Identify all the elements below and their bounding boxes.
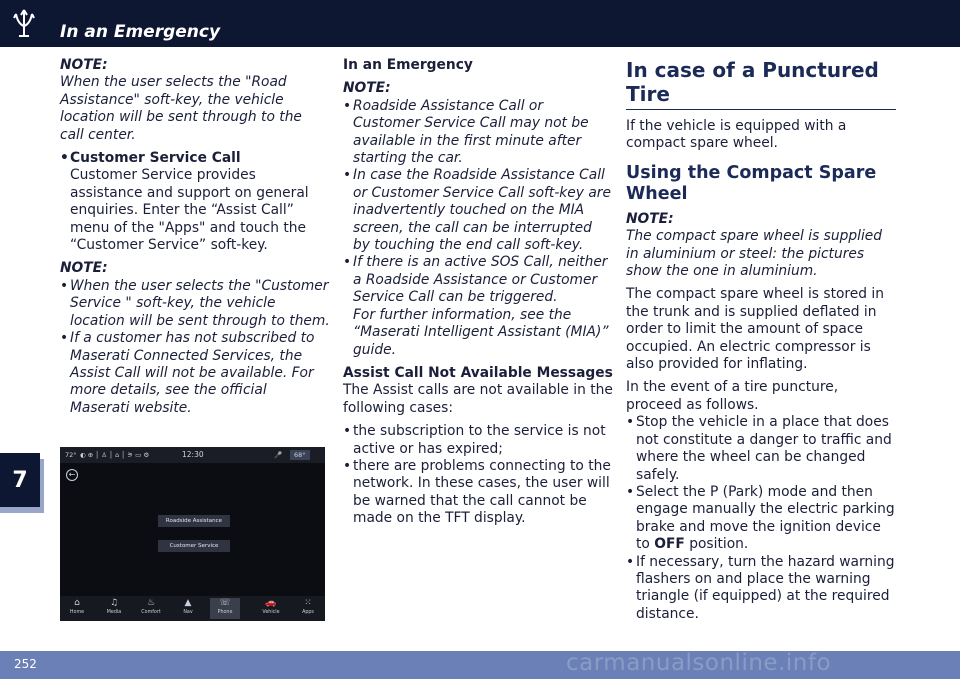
list-item: • there are problems connecting to the network. In these cases, the user will be warned that the call cannot be made on the TFT display.	[343, 458, 613, 528]
paragraph: In the event of a tire puncture, proceed as follows.	[626, 379, 839, 413]
section-title: In an Emergency	[60, 22, 221, 42]
customer-service-button[interactable]: Customer Service	[158, 540, 230, 552]
nav-vehicle[interactable]: 🚗 Vehicle	[256, 598, 286, 617]
chapter-tab: 7	[0, 453, 40, 507]
nav-comfort[interactable]: ♨ Comfort	[136, 598, 166, 617]
note-bullet: • If there is an active SOS Call, neither a Roadside Assistance or Customer Service Call can be triggered.	[343, 254, 613, 306]
music-icon: ♫	[109, 598, 119, 608]
list-item: • If necessary, turn the hazard warning flashers on and place the warning triangle (if equipped) at the required distance.	[626, 554, 896, 624]
nav-apps[interactable]: ⁙ Apps	[293, 598, 323, 617]
screen-time: 12:30	[182, 450, 204, 459]
assist-unavailable-heading: Assist Call Not Available Messages	[343, 364, 613, 381]
note-bullet: • If a customer has not subscribed to Maserati Connected Services, the Assist Call will not be available. For more details, see the official Maserati website.	[60, 330, 330, 417]
column-1	[60, 57, 330, 417]
subsection-heading: In an Emergency	[343, 57, 473, 73]
paragraph: The compact spare wheel is stored in the trunk and is supplied deflated in order to limit the amount of space occupied. An electric compressor is also provided for inflating.	[626, 286, 884, 373]
home-icon: ⌂	[74, 598, 80, 608]
nav-home[interactable]: ⌂ Home	[62, 598, 92, 617]
nav-media[interactable]: ♫ Media	[99, 598, 129, 617]
customer-service-text: Customer Service provides assistance and support on general enquiries. Enter the “Assist Call” menu of the "Apps" and touch the “Customer Service” soft-key.	[70, 167, 309, 254]
nav-nav[interactable]: ▲ Nav	[173, 598, 203, 617]
note-heading: NOTE:	[60, 260, 108, 277]
column-3	[626, 58, 896, 623]
status-icons: ◐ ⊕ │ ♙ │ ⌂ │ ⚞ ▭ ⚙	[80, 451, 150, 459]
note-further-info: For further information, see the “Maserati Intelligent Assistant (MIA)” guide.	[353, 306, 609, 358]
assist-unavailable-text: The Assist calls are not available in the following cases:	[343, 382, 613, 416]
page-title: In case of a Punctured Tire	[626, 58, 896, 110]
screen-nav-bar	[60, 596, 325, 621]
seat-icon: ♨	[146, 598, 156, 608]
note-text: The compact spare wheel is supplied in aluminium or steel: the pictures show the one in aluminium.	[626, 228, 883, 280]
note-bullet: • In case the Roadside Assistance Call or Customer Service Call soft-key are inadvertently touched on the MIA screen, the call can be interrupted by touching the end call soft-key.	[343, 167, 613, 254]
list-item: • Stop the vehicle in a place that does not constitute a danger to traffic and where the wheel can be changed safely.	[626, 414, 896, 484]
trident-icon	[10, 8, 38, 40]
intro-text: If the vehicle is equipped with a compact spare wheel.	[626, 118, 847, 152]
customer-service-title: • Customer Service Call	[60, 150, 330, 167]
list-item: • Select the P (Park) mode and then engage manually the electric parking brake and move the ignition device to OFF position.	[626, 484, 896, 554]
note-heading: NOTE:	[626, 210, 674, 227]
mic-icon: 🎤	[274, 451, 283, 459]
nav-phone[interactable]: ☏ Phone	[210, 598, 240, 619]
column-2	[343, 57, 613, 528]
screen-temp-left: 72°	[65, 451, 77, 459]
apps-grid-icon: ⁙	[304, 598, 312, 608]
watermark: carmanualsonline.info	[566, 650, 832, 676]
page-number: 252	[14, 657, 37, 671]
phone-icon: ☏	[219, 598, 231, 608]
nav-arrow-icon: ▲	[184, 598, 192, 608]
car-icon: 🚗	[265, 598, 277, 608]
back-arrow-icon[interactable]: ←	[66, 469, 78, 481]
note-bullet: • Roadside Assistance Call or Customer Service Call may not be available in the first minute after starting the car.	[343, 98, 613, 168]
assist-call-screen	[60, 447, 325, 621]
note-heading: NOTE:	[343, 80, 391, 97]
list-item: • the subscription to the service is not active or has expired;	[343, 423, 613, 458]
screen-temp-right: 68°	[290, 450, 310, 460]
note-text: When the user selects the "Road Assistance" soft-key, the vehicle location will be sent through to the call center.	[60, 74, 302, 143]
subsection-title: Using the Compact Spare Wheel	[626, 162, 877, 204]
roadside-assistance-button[interactable]: Roadside Assistance	[158, 515, 230, 527]
note-heading: NOTE:	[60, 57, 108, 73]
note-bullet: • When the user selects the "Customer Service " soft-key, the vehicle location will be sent through to them.	[60, 278, 330, 330]
